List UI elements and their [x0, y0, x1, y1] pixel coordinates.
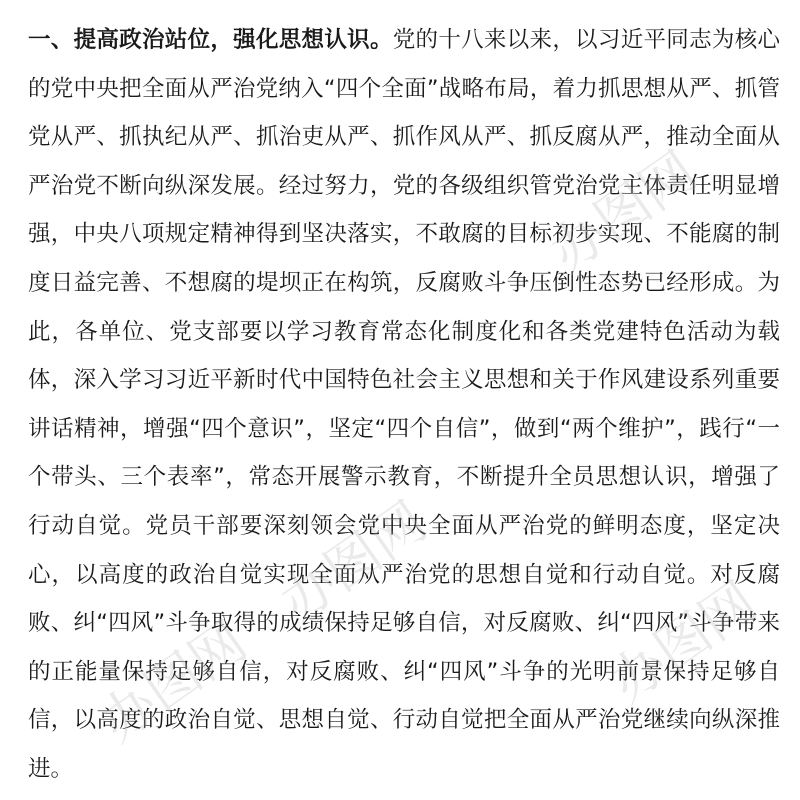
- document-paragraph: [28, 16, 780, 794]
- watermark: 办图网: [268, 489, 438, 635]
- watermark: 办图网: [538, 139, 708, 285]
- watermark: 办图网: [88, 609, 258, 755]
- paragraph-body: 党的十八来以来，以习近平同志为核心的党中央把全面从严治党纳入“四个全面”战略布局，着力抓思想从严、抓管党从严、抓执纪从严、抓治吏从严、抓作风从严、抓反腐从严，推动全面从严治党不断向纵深发展。经过努力，党的各级组织管党治党主体责任明显增强，中央八项规定精神得到坚决落实，不敢腐的目标初步实现、不能腐的制度日益完善、不想腐的堤坝正在构筑，反腐败斗争压倒性态势已经形成。为此，各单位、党支部要以学习教育常态化制度化和各类党建特色活动为载体，深入学习习近平新时代中国特色社会主义思想和关于作风建设系列重要讲话精神，增强“四个意识”，坚定“四个自信”，做到“两个维护”，践行“一个带头、三个表率”，常态开展警示教育，不断提升全员思想认识，增强了行动自觉。党员干部要深刻领会党中央全面从严治党的鲜明态度，坚定决心，以高度的政治自觉实现全面从严治党的思想自觉和行动自觉。对反腐败、纠“四风”斗争取得的成绩保持足够自信，对反腐败、纠“四风”斗争带来的正能量保持足够自信，对反腐败、纠“四风”斗争的光明前景保持足够自信，以高度的政治自觉、思想自觉、行动自觉把全面从严治党继续向纵深推进。: [28, 27, 780, 782]
- section-heading: 一、提高政治站位，强化思想认识。: [28, 27, 393, 53]
- watermark: 办图网: [598, 569, 768, 715]
